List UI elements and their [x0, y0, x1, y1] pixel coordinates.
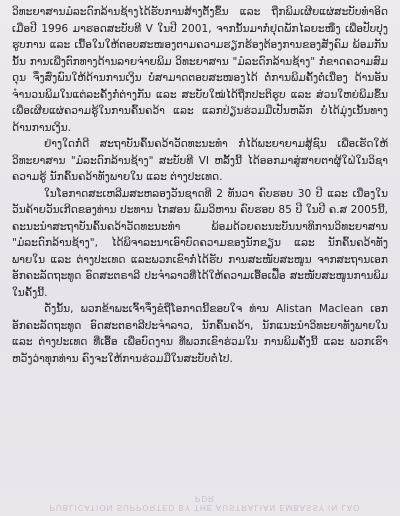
paragraph-3: ໃນໂອກາດສະເຫລີມສະຫລອງວັນຊາດທີ 2 ທັນວາ ຄົບຮອບ 30 ປີ ແລະ ເນື່ອງໃນວັນຄ້າຍວັນເກີດຂອງທ່ານ ປະທານ ໄກສອນ ພົມວິຫານ ຄົບຮອບ 85 ປີ ໃນປີ ຄ.ສ 2005ນີ້, ຄະນະນຳສະຖາບັນຄົ້ນຄວ້າວັດທະນະທຳ ພ້ອມດ້ວຍຄະນະບັນນາທິການວິທະຍາສານ "ມໍລະດົກລ້ານຊ້າງ", ໄດ້ພິຈາລະນາເອົາບົດຄວາມຂອງນັກຂຽນ ແລະ ນັກຄົ້ນຄວ້າທັງພາຍໃນ ແລະ ຕ່າງປະເທດ ແລະພວກເຂົາກໍ່ໄດ້ຮັບ ການສະໜັບສະໜູນ ຈາກສະຖານເອກອັກຄະລັດຖະທູດ ອົດສະຕຣາລີ ປະຈຳລາວທີ່ໄດ້ໃຫ້ຄວາມເອື້ອເຟື້ອ ສະໜັບສະໜູນການພິມໃນຄັ້ງນີ້.	[12, 187, 388, 299]
paragraph-2: ຢ່າງໃດກໍ່ດີ ສະຖາບັນຄົ້ນຄວ້າວັດທະນະທຳ ກໍ່ໄດ້ພະຍາຍາມສູ້ຊົນ ເພື່ອເຮັດໃຫ້ ວິທະຍາສານ "ມໍລະດົກລ້ານຊ້າງ" ສະບັບທີ VI ຫລັ້ງນີ້ ໄດ້ອອກມາສູ່ສາຍຕາຜູ້ໃຝ່ໃນວິຊາຄວາມຮູ້ ນັກຄົ້ນຄວ້າທັງພາຍໃນ ແລະ ຕ່າງປະເທດ.	[12, 138, 388, 183]
paragraph-4: ດັ່ງນັ້ນ, ພວກຂ້າພະເຈົ້າຈຶ່ງຂໍຖືໂອກາດນີ້ຂອບໃຈ ທ່ານ Alistan Maclean ເອກອັກຄະລັດຖະທູດ ອົດສະຕຣາລີປະຈຳລາວ, ນັກຄົ້ນຄວ້າ, ນັກແນະນຳວິທະຍາທັງພາຍໃນ ແລະ ຕ່າງປະເທດ ທີ່ເອື້ອ ເພື່ອບົດງານ ທີ່ພວກເຂົາຮ່ວມໃນ ການພິມຄັ້ງນີ້ ແລະ ພວກເຮົາຫວັງວ່າທຸກທ່ານ ຄົງຈະໃຫ້ການຮ່ວມມືໃນສະບັບຕໍ່ໄປ.	[12, 303, 388, 365]
body-text	[12, 4, 388, 367]
paragraph-1: ວິທະຍາສານມໍລະດົກລ້ານຊ້າງໄດ້ຮັບການສ້າງຕັ້ງຂຶ້ນ ແລະ ຖືກພິມເຜີຍແຜ່ສະບັບທຳອິດເມື່ອປີ 1996 ມາຮອດສະບັບທີ V ໃນປີ 2001, ຈາກນັ້ນມາກໍ່ຢຸດພັກໄລຍະໜຶ່ງ ເພື່ອປັບປຸງຮູບການ ແລະ ເນື້ອໃນໃຫ້ຕອບສະໜອງຕາມຄວາມຮຽກຮ້ອງຕ້ອງການຂອງສັງຄົມ ພ້ອມກັນນັ້ນ ການເພີ່ງຕົກທາງດ້ານລາຍຈ່າຍພິມ ວິທະຍາສານ "ມໍລະດົກລ້ານຊ້າງ" ກໍ່ຂາດຄວາມສົມດຸນ ຈຶ່ງສົ່ງພົນໃຫ້ດ້ານການເງິນ ບໍ່ສາມາດຕອບສະໜອງໄດ້ ຕໍ່ການພິມຄັ້ງຕໍ່ເນື່ອງ ດ້ານອັນຈຳນວນພິມໃນແຕ່ລະຄັ້ງກໍ່ຕ່າງກັນ ແລະ ສະບັບໃໝ່ໄດ້ຖືກປະຕິຮູບ ແລະ ສ່ວນໃຫຍ່ພິມຂຶ້ນເພື່ອເຜີຍແຜ່ຄວາມຮູ້ໃນການຄົ້ນຄວ້າ ແລະ ແລກປ່ຽນຮ່ວມມືເປັນຫລັກ ບໍ່ໄດ້ມຸ່ງເນັ້ນທາງດ້ານການເງິນ.	[12, 6, 388, 134]
bleed-through-footer: PUBLICATION SUPPORTED BY THE AUSTRALIAN EMBASSY IN LAO PDR	[49, 494, 361, 512]
